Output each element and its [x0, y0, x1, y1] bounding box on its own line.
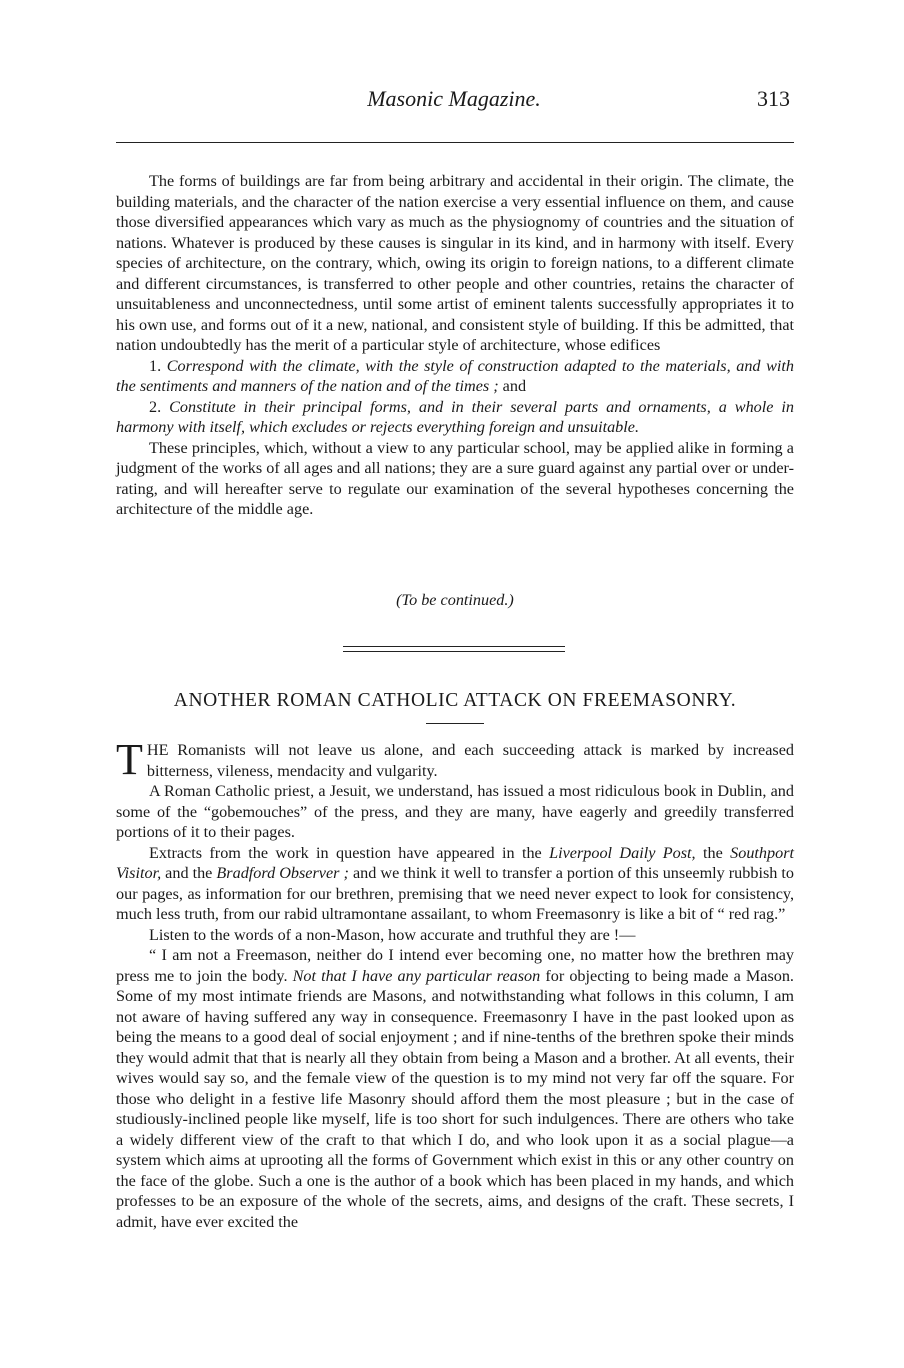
page-number: 313	[757, 86, 790, 111]
item-number: 1.	[149, 356, 167, 375]
item-suffix: and	[498, 377, 527, 395]
newspaper-title: Southport Visitor,	[116, 843, 794, 882]
text-run: and we think it well to transfer a portion of this unseemly rubbish to our pages, as information for our brethren, premising that we need never expect to look for consistency, much less truth, from our rabid ultramontane assailant, to whom Freemasonry is like a bit of “ red rag.”	[116, 864, 794, 923]
quoted-paragraph	[116, 945, 794, 1232]
emphasis: Not that I have any particular reason	[292, 966, 541, 985]
text-run: for objecting to being made a Mason. Some of my most intimate friends are Masons, and notwithstanding what follows in this column, I am not aware of having suffered any way in consequence. Freemasonry I have in the past looked upon as being the means to a good deal of social enjoyment ; and if nine-tenths of the brethren spoke their minds they would admit that that is nearly all they obtain from being a Mason and a brother. At all events, their wives would say so, and the female view of the question is to my mind not very far off the square. For those who delight in a festive life Masonry should afford them the most pleasure ; but in the case of studiously-inclined people like myself, life is too short for such indulgences. There are others who take a widely different view of the craft to that which I do, and who look upon it as a social plague—a system which aims at uprooting all the forms of Government which exist in this or any other country on the face of the globe. Such a one is the author of a book which has been placed in my hands, and which professes to be an exposure of the whole of the secrets, aims, and designs of the craft. These secrets, I admit, have ever excited the	[116, 966, 794, 1231]
paragraph-extracts	[116, 843, 794, 925]
drop-cap: T	[116, 735, 143, 784]
principle-item-1	[116, 356, 794, 397]
header-rule	[116, 142, 794, 143]
opening-text: HE Romanists will not leave us alone, and each succeeding attack is marked by increased bitterness, vileness, mendacity and vulgarity.	[146, 741, 794, 780]
newspaper-title: Liverpool Daily Post,	[549, 843, 696, 862]
opening-paragraph	[116, 735, 794, 784]
text-run: “ I am not a Freemason, neither do I intend ever becoming one, no matter how the brethren may press me to join the body.	[116, 946, 794, 985]
article-continuation	[116, 171, 794, 520]
item-number: 2.	[149, 397, 170, 416]
running-title: Masonic Magazine.	[367, 86, 541, 111]
newspaper-title: Bradford Observer ;	[216, 864, 349, 882]
paragraph: The forms of buildings are far from being arbitrary and accidental in their origin. The climate, the building materials, and the character of the nation exercise a very essential influence on them, and cause those diversified appearances which vary as much as the physiognomy of countries and the situation of nations. Whatever is produced by these causes is singular in its kind, and in harmony with itself. Every species of architecture, on the contrary, which, owing its origin to foreign nations, to a different climate and different circumstances, is transferred to other people and other countries, retains the character of unsuitableness and unconnectedness, until some artist of eminent talents successfully appropriates it to his own use, and forms out of it a new, national, and consistent style of building. If this be admitted, that nation undoubtedly has the merit of a particular style of architecture, whose edifices	[116, 172, 794, 354]
principle-item-2	[116, 397, 794, 438]
paragraph: Listen to the words of a non-Mason, how accurate and truthful they are !—	[149, 925, 636, 944]
title-rule	[426, 723, 484, 724]
item-text: Constitute in their principal forms, and in their several parts and ornaments, a whole in harmony with itself, which excludes or rejects everything foreign and unsuitable.	[116, 397, 795, 436]
text-run: and the	[161, 864, 217, 882]
article-title: ANOTHER ROMAN CATHOLIC ATTACK ON FREEMASONRY.	[173, 690, 737, 711]
text-run: Extracts from the work in question have appeared in the	[149, 843, 550, 862]
item-text: Correspond with the climate, with the style of construction adapted to the materials, and with the sentiments and manners of the nation and of the times ;	[116, 356, 794, 395]
article-body	[116, 735, 794, 1232]
section-divider	[343, 646, 565, 652]
running-head	[116, 84, 792, 118]
text-run: the	[695, 843, 731, 862]
closing-paragraph: These principles, which, without a view to any particular school, may be applied alike in forming a judgment of the works of all ages and all nations; they are a sure guard against any partial over or under-rating, and will hereafter serve to regulate our examination of the several hypotheses concerning the architecture of the middle age.	[116, 438, 794, 518]
paragraph: A Roman Catholic priest, a Jesuit, we understand, has issued a most ridiculous book in Dublin, and some of the “gobemouches” of the press, and they are many, have eagerly and greedily transferred portions of it to their pages.	[116, 782, 794, 841]
to-be-continued: (To be continued.)	[396, 591, 514, 609]
